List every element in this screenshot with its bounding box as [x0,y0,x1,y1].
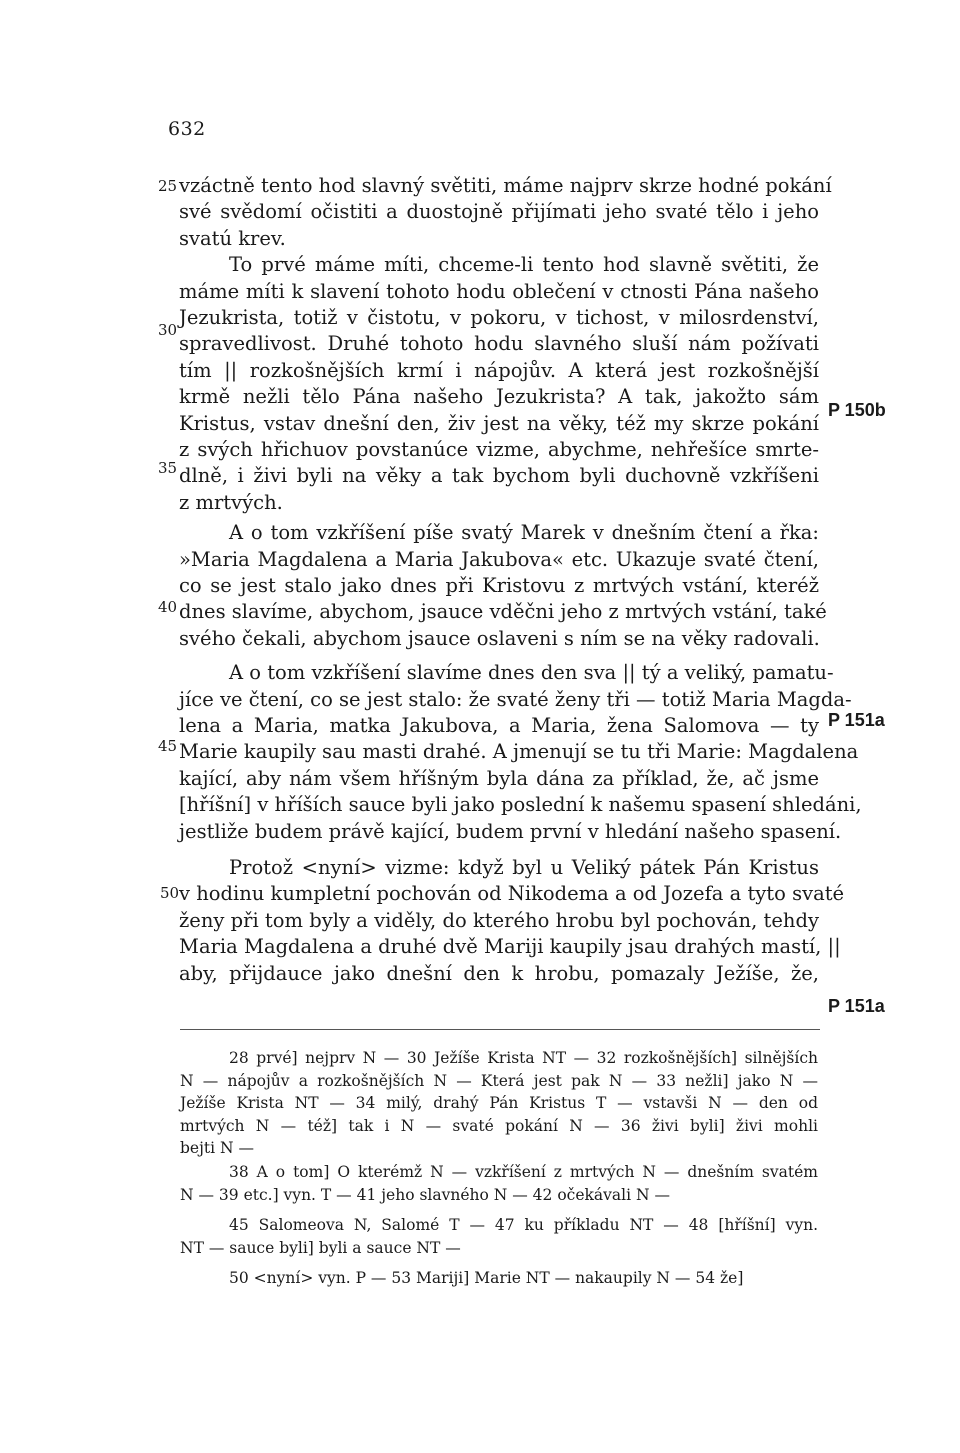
text-line: svého čekali, abychom jsauce oslaveni s ním se na věky radovali. [179,627,820,650]
line-number: 25 [158,177,178,195]
footnote-line: bejti N — [180,1139,255,1157]
line-number: 35 [158,459,178,477]
text-line: dlně, i živi byli na věky a tak bychom byli duchovně vzkříšeni [179,464,819,487]
text-line: Marie kaupily sau masti drahé. A jmenují se tu tři Marie: Magdalena [179,740,859,763]
text-line: ženy při tom byly a viděly, do kterého hrobu byl pochován, tehdy [179,909,819,932]
footnote-line: 50 <nyní> vyn. P — 53 Mariji] Marie NT — nakaupily N — 54 že] [229,1269,744,1287]
text-line: aby, přijdauce jako dnešní den k hrobu, pomazaly Ježíše, že, [179,962,819,985]
line-number: 45 [158,737,178,755]
text-line: co se jest stalo jako dnes při Kristovu z mrtvých vstání, kteréž [179,574,819,597]
line-number: 50 [160,884,180,902]
text-line: v hodinu kumpletní pochován od Nikodema a od Jozefa a tyto svaté [179,882,845,905]
text-line: A o tom vzkříšení slavíme dnes den sva || tý a veliký, pamatu- [229,661,834,684]
text-line: Maria Magdalena a druhé dvě Mariji kaupily jsau drahých mastí, || [179,935,841,958]
text-line: tím || rozkošnějších krmí i nápojův. A která jest rozkošnější [179,359,819,382]
text-line: jíce ve čtení, co se jest stalo: že svaté ženy tři — totiž Maria Magda- [179,688,852,711]
margin-reference: P 151a [828,710,885,730]
footnote-line: 38 A o tom] O kterémž N — vzkříšení z mrtvých N — dnešním svatém [229,1163,818,1181]
text-line: máme míti k slavení tohoto hodu oblečení v ctnosti Pána našeho [179,280,819,303]
text-line: Kristus, vstav dnešní den, živ jest na věky, též my skrze pokání [179,412,819,435]
footnote-line: N — nápojův a rozkošnějších N — Která jest pak N — 33 nežli] jako N — [180,1072,818,1090]
footnote-line: 28 prvé] nejprv N — 30 Ježíše Krista NT — 32 rozkošnějších] silnějších [229,1049,818,1067]
text-line: jestliže budem právě kající, budem první v hledání našeho spasení. [179,820,842,843]
text-line: »Maria Magdalena a Maria Jakubova« etc. Ukazuje svaté čtení, [179,548,819,571]
text-line: spravedlivost. Druhé tohoto hodu slavného sluší nám požívati [179,332,819,355]
text-line: Protož <nyní> vizme: když byl u Veliký pátek Pán Kristus [229,856,819,879]
footnote-line: 45 Salomeova N, Salomé T — 47 ku příkladu NT — 48 [hříšní] vyn. [229,1216,818,1234]
footnote-line: Ježíše Krista NT — 34 milý, drahý Pán Kristus T — vstavši N — den od [180,1094,818,1112]
text-line: své svědomí očistiti a duostojně přijímati jeho svaté tělo i jeho [179,200,819,223]
text-line: [hříšní] v hříších sauce byli jako poslední k našemu spasení shledáni, [179,793,862,816]
text-line: dnes slavíme, abychom, jsauce vděčni jeho z mrtvých vstání, také [179,600,827,623]
text-line: kající, aby nám všem hříšným byla dána za příklad, že, ač jsme [179,767,819,790]
text-line: z mrtvých. [179,491,283,514]
line-number: 40 [158,598,178,616]
text-line: vzáctně tento hod slavný světiti, máme najprv skrze hodné pokání [179,174,832,197]
footnote-line: N — 39 etc.] vyn. T — 41 jeho slavného N — 42 očekávali N — [180,1186,670,1204]
line-number: 30 [158,321,178,339]
footnote-divider [180,1029,820,1030]
margin-reference: P 150b [828,400,886,420]
text-line: lena a Maria, matka Jakubova, a Maria, žena Salomova — ty [179,714,819,737]
text-line: svatú krev. [179,227,286,250]
text-line: z svých hřichuov povstanúce vizme, abychme, nehřešíce smrte- [179,438,819,461]
page-number: 632 [168,118,206,140]
text-line: To prvé máme míti, chceme-li tento hod slavně světiti, že [229,253,819,276]
footnote-line: NT — sauce byli] byli a sauce NT — [180,1239,461,1257]
footnote-line: mrtvých N — též] tak i N — svaté pokání N — 36 živi byli] živi mohli [180,1117,818,1135]
text-line: A o tom vzkříšení píše svatý Marek v dnešním čtení a řka: [229,521,819,544]
text-line: Jezukrista, totiž v čistotu, v pokoru, v tichost, v milosrdenství, [179,306,819,329]
margin-reference: P 151a [828,996,885,1016]
text-line: krmě nežli tělo Pána našeho Jezukrista? A tak, jakožto sám [179,385,819,408]
